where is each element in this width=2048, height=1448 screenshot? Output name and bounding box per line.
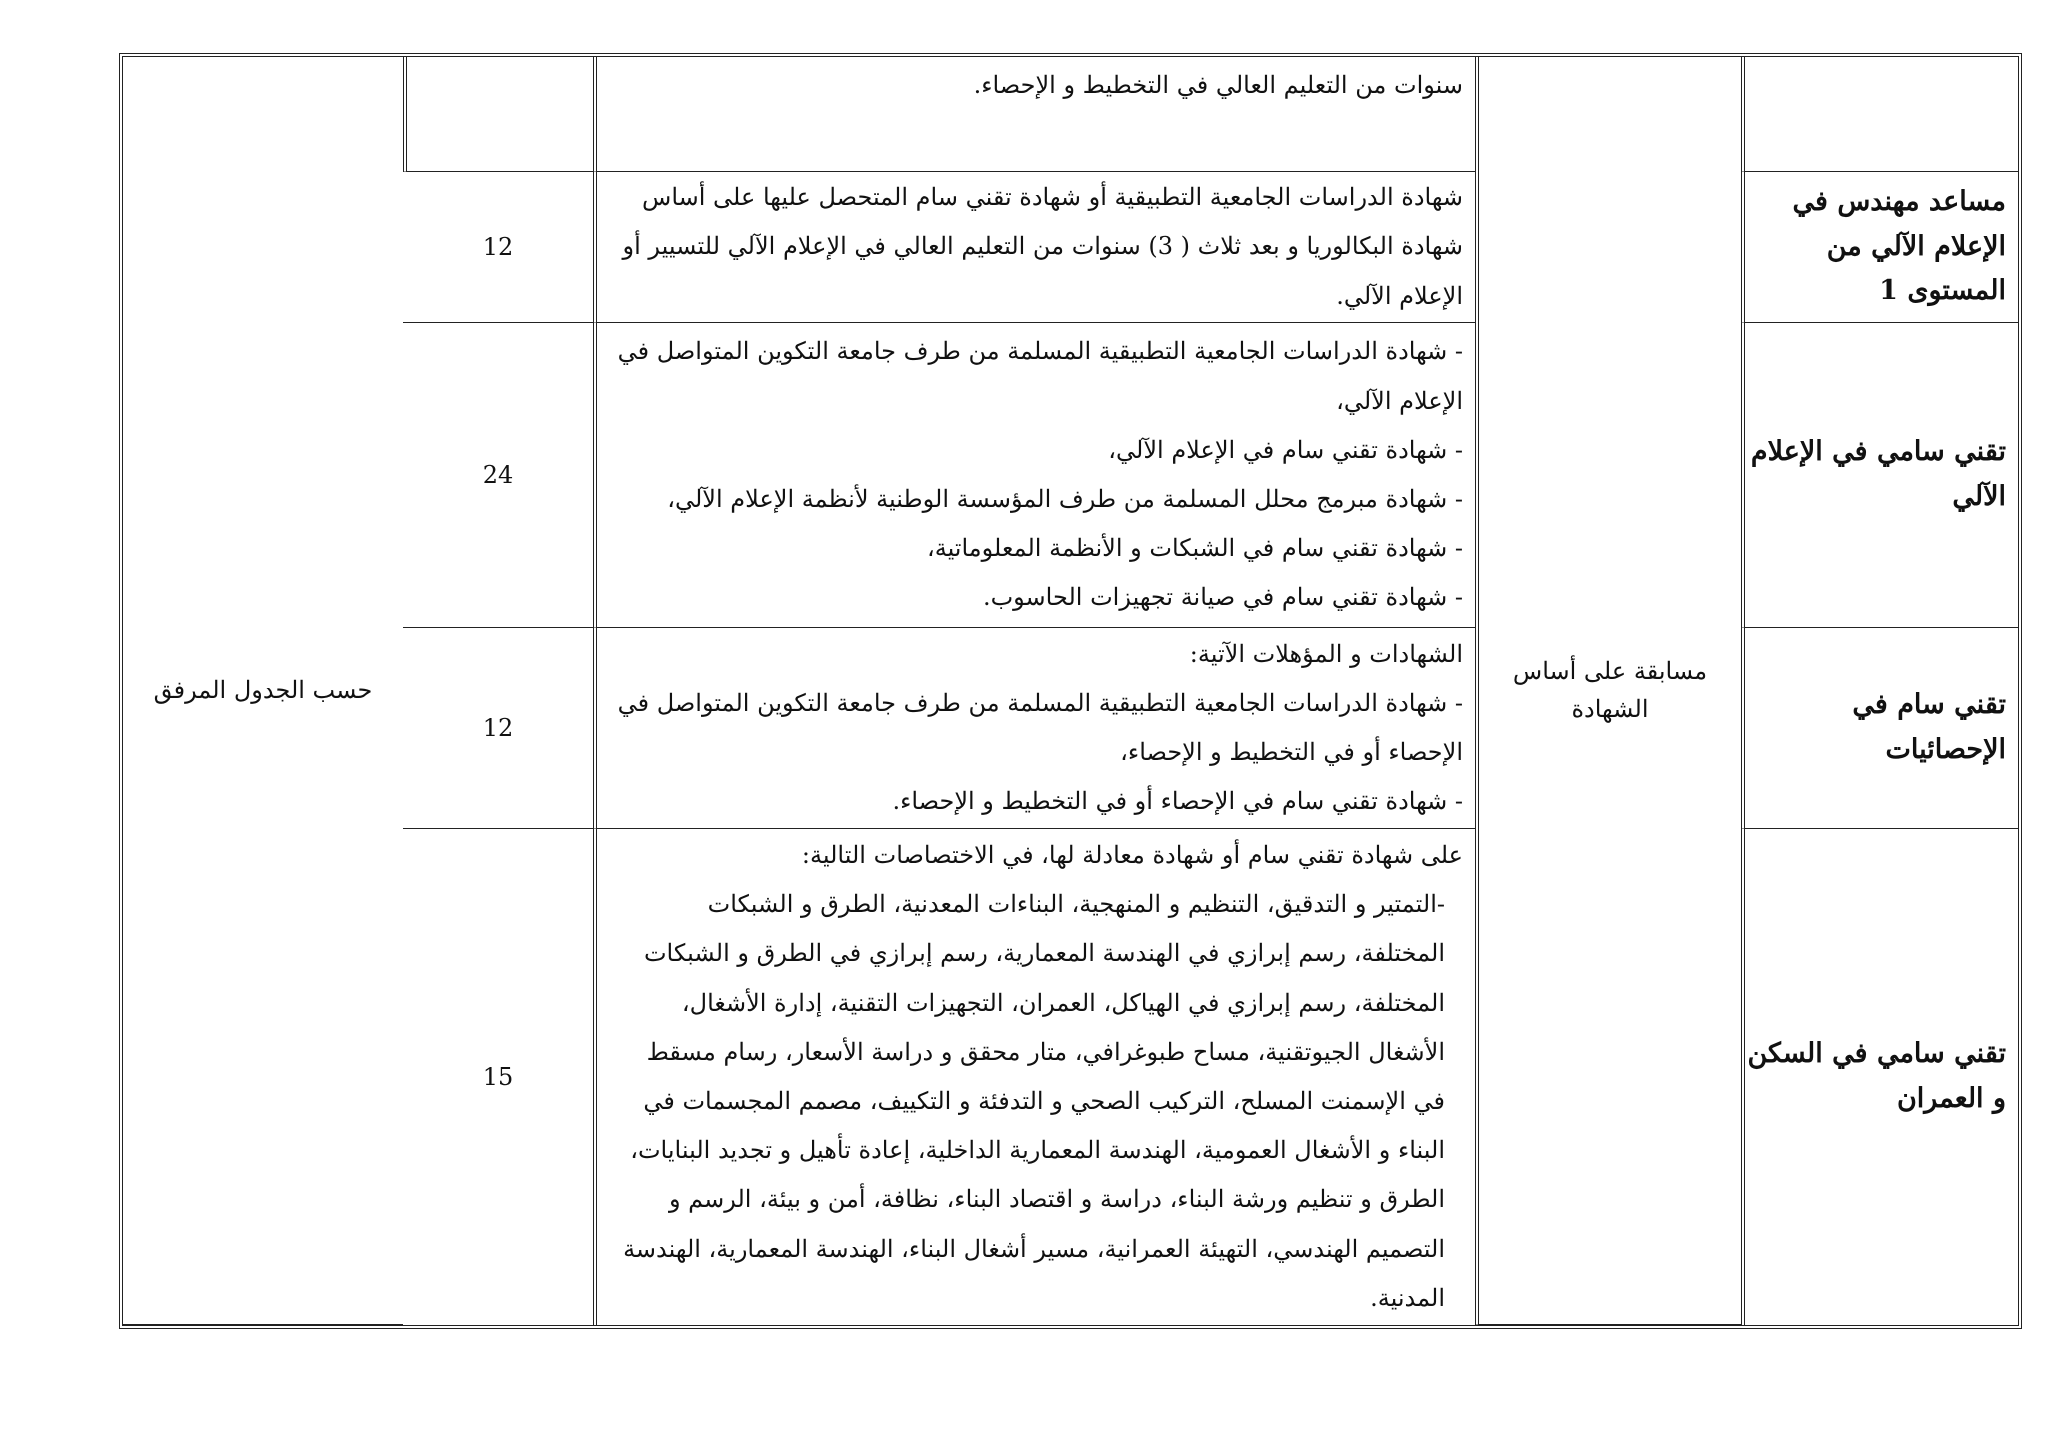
qualification-cell (593, 829, 1475, 1325)
grade-cell: تقني سامي في الإعلام الآلي (1741, 323, 2018, 628)
grade-cell: مساعد مهندس في الإعلام الآلي من المستوى 1 (1741, 172, 2018, 323)
qualification-line: - شهادة تقني سام في الإحصاء أو في التخطيط و الإحصاء. (892, 787, 1463, 816)
posts-cell: 12 (403, 172, 593, 323)
qualification-cell (593, 628, 1475, 829)
qualification-cell (593, 323, 1475, 628)
table-row (123, 57, 2018, 172)
qualification-line: على شهادة تقني سام أو شهادة معادلة لها، في الاختصاصات التالية: (801, 841, 1463, 870)
posts-cell: 12 (403, 628, 593, 829)
posts-cell: 15 (482, 1063, 514, 1091)
qualification-line: - شهادة تقني سام في الشبكات و الأنظمة المعلوماتية، (926, 534, 1463, 563)
recruitment-table-container (119, 53, 2022, 1329)
qualification-line: - شهادة الدراسات الجامعية التطبيقية المسلمة من طرف جامعة التكوين المتواصل في الإحصاء أو في التخطيط و الإحصاء، (617, 688, 1463, 766)
grade-cell (1741, 57, 2018, 172)
recruitment-mode-cell: مسابقة على أساس الشهادة (1475, 57, 1741, 1325)
qualification-line: - شهادة تقني سام في الإعلام الآلي، (1108, 435, 1463, 464)
recruitment-table (119, 53, 2022, 1329)
grade-cell: تقني سام في الإحصائيات (1741, 628, 2018, 829)
posts-cell (403, 57, 593, 172)
qualification-line: شهادة الدراسات الجامعية التطبيقية أو شهادة تقني سام المتحصل عليها على أساس شهادة البكالوريا و بعد ثلاث ( 3) سنوات من التعليم العالي في الإعلام الآلي للتسيير أو الإعلام الآلي. (622, 183, 1463, 310)
qualification-line: -التمتير و التدقيق، التنظيم و المنهجية، البناءات المعدنية، الطرق و الشبكات المختلفة، رسم إبرازي في الهندسة المعمارية، رسم إبرازي في الطرق و الشبكات المختلفة، رسم إبرازي في الهياكل، العمران، التجهيزات التقنية، إدارة الأشغال، الأشغال الجيوتقنية، مساح طبوغرافي، متار محقق و دراسة الأسعار، رسام مسقط في الإسمنت المسلح، التركيب الصحي و التدفئة و التكييف، مصمم المجسمات في البناء و الأشغال العمومية، الهندسة المعمارية الداخلية، إعادة تأهيل و تجديد البنايات، الطرق و تنظيم ورشة البناء، دراسة و اقتصاد البناء، نظافة، أمن و بيئة، الرسم و التصميم الهندسي، التهيئة العمرانية، مسير أشغال البناء، الهندسة المعمارية، الهندسة المدنية. (623, 890, 1445, 1312)
note-cell: حسب الجدول المرفق (123, 57, 403, 1325)
qualification-line: - شهادة مبرمج محلل المسلمة من طرف المؤسسة الوطنية لأنظمة الإعلام الآلي، (667, 485, 1463, 513)
qualification-line: سنوات من التعليم العالي في التخطيط و الإحصاء. (973, 71, 1463, 99)
qualification-line: - شهادة الدراسات الجامعية التطبيقية المسلمة من طرف جامعة التكوين المتواصل في الإعلام الآلي، (617, 337, 1463, 415)
qualification-cell (593, 57, 1475, 172)
posts-cell: 24 (403, 323, 593, 628)
qualification-line: - شهادة تقني سام في صيانة تجهيزات الحاسوب. (982, 583, 1463, 612)
qualification-cell (593, 172, 1475, 323)
qualification-line: الشهادات و المؤهلات الآتية: (1189, 639, 1463, 668)
grade-cell: تقني سامي في السكن و العمران (1741, 829, 2018, 1325)
